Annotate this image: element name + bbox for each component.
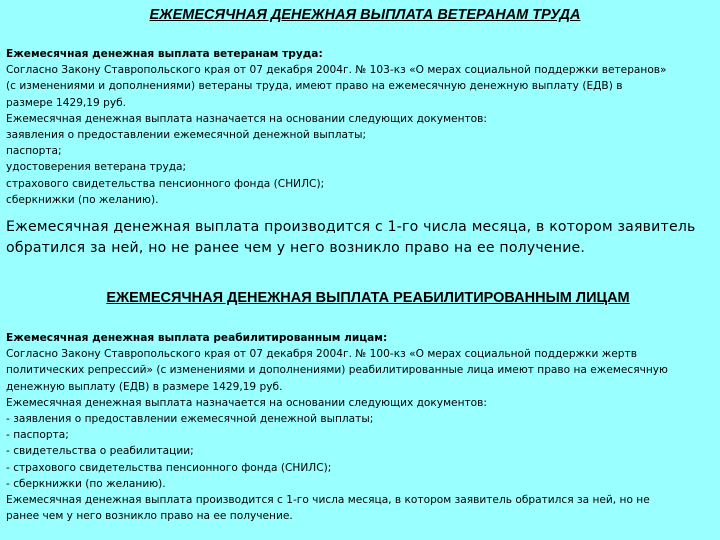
section1-line: Согласно Закону Ставропольского края от 07 декабря 2004г. № 103-кз «О мерах социальной поддержки ветеранов» [6,64,667,77]
section2-lead: Ежемесячная денежная выплата реабилитированным лицам: [6,332,388,344]
section2-body [6,330,716,524]
section1-doc-item: страхового свидетельства пенсионного фонда (СНИЛС); [6,177,325,190]
section2-doc-item: - паспорта; [6,429,69,442]
section1-emphasis-line: Ежемесячная денежная выплата производится с 1-го числа месяца, в котором заявитель [6,219,696,235]
section1-doc-item: паспорта; [6,145,62,158]
section1-emphasis-line: обратился за ней, но не ранее чем у него возникло право на ее получение. [6,240,586,256]
section1-doc-item: удостоверения ветерана труда; [6,161,187,174]
section2-line: ранее чем у него возникло право на ее получение. [6,510,293,523]
section2-doc-item: - свидетельства о реабилитации; [6,445,194,458]
section1-doc-item: сберкнижки (по желанию). [6,193,159,206]
section1-emphasis [6,217,718,259]
section2-line: Ежемесячная денежная выплата назначается на основании следующих документов: [6,396,487,409]
section2-doc-item: - страхового свидетельства пенсионного фонда (СНИЛС); [6,461,332,474]
section1-lead: Ежемесячная денежная выплата ветеранам труда: [6,48,323,60]
section2-doc-item: - заявления о предоставлении ежемесячной денежной выплаты; [6,413,374,426]
section1-line: Ежемесячная денежная выплата назначается на основании следующих документов: [6,112,487,125]
section1-line: (с изменениями и дополнениями) ветераны труда, имеют право на ежемесячную денежную выплату (ЕДВ) в [6,80,623,93]
section2-doc-item: - сберкнижки (по желанию). [6,477,166,490]
section1-body [6,46,716,208]
section1-line: размере 1429,19 руб. [6,96,127,109]
section2-line: денежную выплату (ЕДВ) в размере 1429,19 руб. [6,380,283,393]
section1-doc-item: заявления о предоставлении ежемесячной денежной выплаты; [6,129,367,142]
section1-title: ЕЖЕМЕСЯЧНАЯ ДЕНЕЖНАЯ ВЫПЛАТА ВЕТЕРАНАМ ТРУДА [149,7,581,23]
section2-title: ЕЖЕМЕСЯЧНАЯ ДЕНЕЖНАЯ ВЫПЛАТА РЕАБИЛИТИРОВАННЫМ ЛИЦАМ [106,290,630,306]
section2-line: Согласно Закону Ставропольского края от 07 декабря 2004г. № 100-кз «О мерах социальной поддержки жертв [6,348,637,361]
section2-line: Ежемесячная денежная выплата производится с 1-го числа месяца, в котором заявитель обратился за ней, но не [6,494,650,507]
section2-line: политических репрессий» (с изменениями и дополнениями) реабилитированные лица имеют право на ежемесячную [6,364,668,377]
